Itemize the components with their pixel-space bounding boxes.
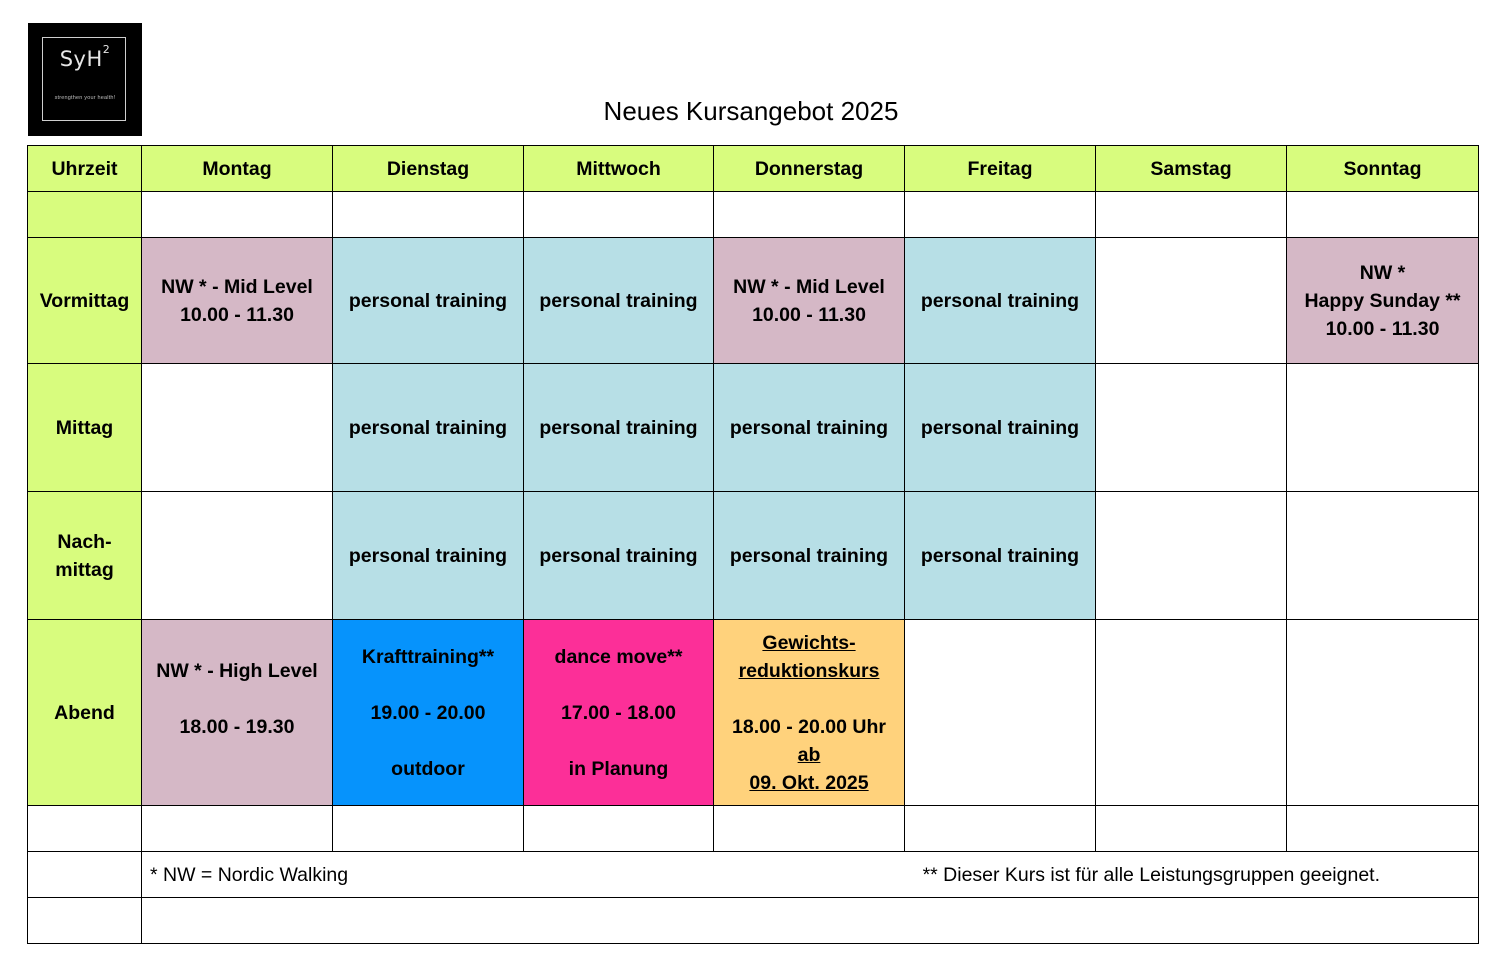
course-name: reduktionskurs: [738, 659, 880, 682]
row-abend: [28, 620, 1479, 806]
course-cell: personal training: [905, 238, 1096, 364]
course-cell: [142, 238, 333, 364]
empty-cell: [1287, 364, 1479, 492]
course-time: 19.00 - 20.00: [370, 701, 486, 724]
course-name: Krafttraining**: [361, 645, 495, 668]
empty-cell: [1096, 492, 1287, 620]
logo-mark: SyH$^2$: [59, 43, 111, 71]
empty-cell: [1287, 192, 1479, 238]
empty-cell: [905, 806, 1096, 852]
empty-cell: [1287, 492, 1479, 620]
row-mittag: [28, 364, 1479, 492]
course-cell: personal training: [905, 364, 1096, 492]
course-start-label: ab: [797, 743, 821, 766]
course-time: 18.00 - 20.00 Uhr: [732, 715, 886, 738]
time-vormittag: Vormittag: [28, 238, 142, 364]
header-day-montag: Montag: [142, 146, 333, 192]
course-time: 17.00 - 18.00: [561, 701, 676, 724]
course-time: 10.00 - 11.30: [180, 303, 294, 326]
course-name: NW * - Mid Level: [161, 275, 313, 298]
empty-cell: [714, 192, 905, 238]
empty-cell: [905, 192, 1096, 238]
empty-cell: [1287, 620, 1479, 806]
course-cell: personal training: [333, 238, 524, 364]
course-cell: personal training: [333, 364, 524, 492]
empty-cell: [1096, 620, 1287, 806]
row-vormittag: [28, 238, 1479, 364]
empty-cell: [28, 806, 142, 852]
course-cell: personal training: [524, 492, 714, 620]
header-time: Uhrzeit: [28, 146, 142, 192]
course-cell: personal training: [524, 238, 714, 364]
empty-cell: [524, 192, 714, 238]
empty-cell: [142, 492, 333, 620]
course-cell: [142, 620, 333, 806]
course-cell: [333, 620, 524, 806]
empty-cell: [142, 192, 333, 238]
course-start-date: 09. Okt. 2025: [749, 771, 869, 794]
time-abend: Abend: [28, 620, 142, 806]
empty-cell: [714, 806, 905, 852]
course-cell: personal training: [714, 492, 905, 620]
empty-row: [28, 898, 1479, 944]
course-name: Gewichts-: [762, 631, 856, 654]
page-title: Neues Kursangebot 2025: [603, 96, 899, 126]
course-cell: personal training: [333, 492, 524, 620]
empty-row: [28, 192, 1479, 238]
course-cell: personal training: [714, 364, 905, 492]
empty-cell: [1287, 806, 1479, 852]
course-name: NW *: [1359, 261, 1406, 284]
course-subtitle: Happy Sunday **: [1304, 289, 1461, 312]
course-schedule-table: [27, 145, 1479, 944]
course-time: 10.00 - 11.30: [1325, 317, 1440, 340]
empty-cell: [333, 192, 524, 238]
course-note: in Planung: [568, 757, 669, 780]
course-cell: [714, 238, 905, 364]
empty-cell: [142, 806, 333, 852]
empty-cell: [1096, 238, 1287, 364]
time-label-line: Nach-: [57, 530, 112, 553]
empty-cell: [28, 852, 142, 898]
course-note: outdoor: [391, 757, 465, 780]
empty-cell: [142, 898, 1479, 944]
course-time: 18.00 - 19.30: [179, 715, 295, 738]
empty-cell: [1096, 806, 1287, 852]
course-cell: [714, 620, 905, 806]
empty-cell: [524, 806, 714, 852]
header-row: [28, 146, 1479, 192]
course-cell: [524, 620, 714, 806]
header-day-freitag: Freitag: [905, 146, 1096, 192]
footnote-all-levels: ** Dieser Kurs ist für alle Leistungsgruppen geeignet.: [922, 863, 1380, 886]
time-mittag: Mittag: [28, 364, 142, 492]
header-day-dienstag: Dienstag: [333, 146, 524, 192]
course-cell: [1287, 238, 1479, 364]
footnotes: [142, 852, 1479, 898]
course-name: NW * - High Level: [156, 659, 318, 682]
time-cell-empty: [28, 192, 142, 238]
time-nachmittag: [28, 492, 142, 620]
course-name: dance move**: [554, 645, 683, 668]
header-day-samstag: Samstag: [1096, 146, 1287, 192]
logo-tagline: strengthen your health!: [54, 95, 116, 101]
course-cell: personal training: [524, 364, 714, 492]
empty-cell: [1096, 192, 1287, 238]
header-day-donnerstag: Donnerstag: [714, 146, 905, 192]
header-day-sonntag: Sonntag: [1287, 146, 1479, 192]
notes-row: [28, 852, 1479, 898]
empty-cell: [905, 620, 1096, 806]
empty-row: [28, 806, 1479, 852]
empty-cell: [1096, 364, 1287, 492]
time-label-line: mittag: [55, 558, 114, 581]
course-cell: personal training: [905, 492, 1096, 620]
empty-cell: [28, 898, 142, 944]
course-time: 10.00 - 11.30: [752, 303, 866, 326]
footnote-nw: * NW = Nordic Walking: [150, 863, 349, 886]
empty-cell: [333, 806, 524, 852]
course-name: NW * - Mid Level: [733, 275, 885, 298]
empty-cell: [142, 364, 333, 492]
header-day-mittwoch: Mittwoch: [524, 146, 714, 192]
row-nachmittag: [28, 492, 1479, 620]
